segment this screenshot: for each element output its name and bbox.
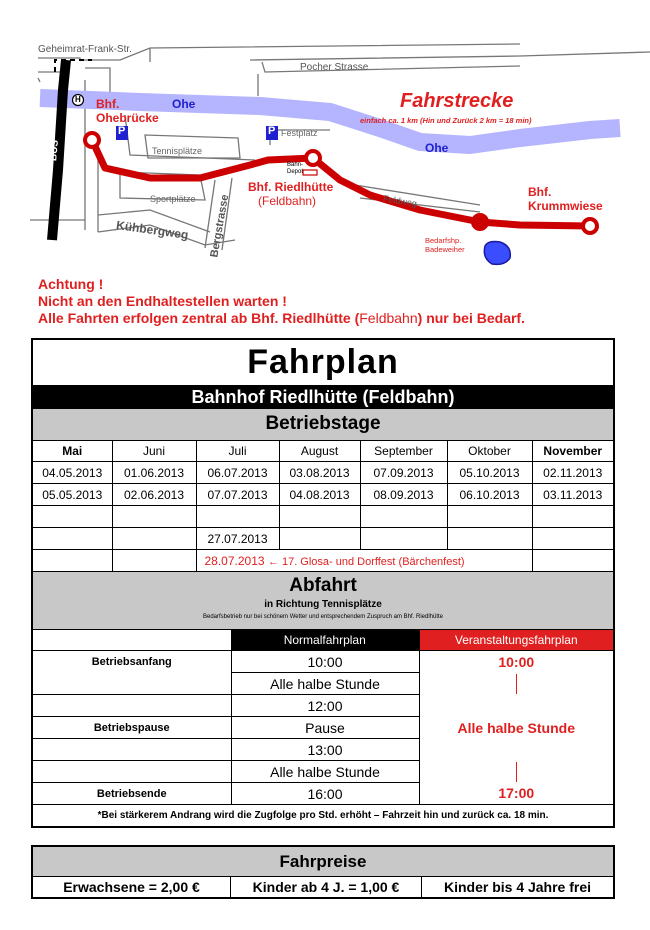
date-cell: 05.05.2013	[33, 484, 112, 506]
event-time: 10:00	[498, 653, 535, 670]
price-small-child: Kinder bis 4 Jahre frei	[443, 879, 592, 895]
schedule-row	[33, 739, 613, 761]
schedule-row	[33, 717, 613, 739]
price-child: Kinder ab 4 J. = 1,00 €	[231, 877, 422, 897]
date-cell: 05.10.2013	[447, 462, 532, 484]
abfahrt-header	[33, 572, 613, 630]
station-riedlhuette-label: Bhf. Riedlhütte	[248, 180, 334, 194]
abfahrt-note: Bedarfsbetrieb nur bei schönem Wetter und entsprechendem Zuspruch am Bhf. Riedlhütte	[202, 614, 444, 620]
tennis-label: Tennisplätze	[152, 146, 203, 156]
parking-icon: P	[118, 125, 126, 137]
route-map-drawing	[0, 0, 650, 270]
schedule-empty-cell	[33, 630, 231, 651]
warning-notice	[38, 276, 525, 327]
street-geheimrat-label: Geheimrat-Frank-Str.	[38, 44, 132, 55]
date-cell	[447, 506, 532, 528]
fahrplan-footnote: *Bei stärkerem Andrang wird die Zugfolge pro Std. erhöht – Fahrzeit hin und zurück ca. 18 min.	[97, 810, 549, 821]
month-header-row	[33, 441, 613, 462]
schedule-empty-cell	[33, 673, 231, 695]
normal-time: 13:00	[231, 739, 419, 761]
prices-box	[31, 845, 615, 899]
feldweg-label: Feldweg	[382, 193, 418, 209]
date-cell	[360, 528, 447, 550]
date-cell: 01.06.2013	[112, 462, 196, 484]
date-cell: 04.05.2013	[33, 462, 112, 484]
schedule-row	[33, 783, 613, 805]
date-cell	[532, 550, 613, 572]
month-label: September	[360, 441, 447, 462]
normal-time: 10:00	[231, 651, 419, 673]
date-cell	[279, 528, 360, 550]
date-cell: 07.07.2013	[196, 484, 279, 506]
warning-line-3a: Alle Fahrten erfolgen zentral ab Bhf. Riedlhütte (	[38, 310, 360, 326]
street-pocher-label: Pocher Strasse	[300, 62, 369, 73]
event-date: 28.07.2013	[204, 553, 265, 568]
depot-label: Bahn-	[287, 162, 304, 168]
normal-time: Pause	[231, 717, 419, 739]
date-cell: 06.07.2013	[196, 462, 279, 484]
schedule-row	[33, 761, 613, 783]
date-row	[33, 484, 613, 506]
date-cell	[447, 528, 532, 550]
date-cell	[279, 506, 360, 528]
date-cell	[360, 506, 447, 528]
betriebspause-label: Betriebspause	[33, 717, 231, 739]
betriebstage-header: Betriebstage	[33, 409, 613, 441]
warning-line-1: Achtung !	[38, 276, 104, 292]
fahrstrecke-subtitle: einfach ca. 1 km (Hin und Zurück 2 km = 18 min)	[360, 116, 532, 125]
event-line-mark	[516, 674, 517, 694]
date-row	[33, 528, 613, 550]
month-label: Mai	[33, 441, 112, 462]
month-label: November	[532, 441, 613, 462]
event-line	[419, 761, 613, 783]
date-cell: 04.08.2013	[279, 484, 360, 506]
date-cell: 02.06.2013	[112, 484, 196, 506]
normal-time: 12:00	[231, 695, 419, 717]
date-cell: 07.09.2013	[360, 462, 447, 484]
schedule-empty-cell	[33, 695, 231, 717]
sportplaetze-label: Sportplätze	[150, 194, 196, 204]
month-label: Juni	[112, 441, 196, 462]
price-adult: Erwachsene = 2,00 €	[33, 877, 231, 897]
event-time: 17:00	[419, 783, 613, 805]
fahrstrecke-title: Fahrstrecke	[400, 90, 514, 112]
abfahrt-direction: in Richtung Tennisplätze	[264, 599, 382, 610]
month-label: Juli	[196, 441, 279, 462]
route-map	[0, 0, 650, 270]
date-cell	[532, 528, 613, 550]
warning-line-3	[38, 310, 525, 327]
station-krummwiese-label: Bhf.	[528, 185, 552, 199]
schedule-row	[33, 673, 613, 695]
bedarf-label-2: Badeweiher	[425, 245, 465, 254]
event-empty	[419, 739, 613, 761]
date-row	[33, 462, 613, 484]
schedule-row	[33, 651, 613, 673]
station-header: Bahnhof Riedlhütte (Feldbahn)	[33, 385, 613, 409]
date-cell: 03.08.2013	[279, 462, 360, 484]
date-cell: 03.11.2013	[532, 484, 613, 506]
fahrplan-box	[31, 338, 615, 828]
river-ohe-label-2: Ohe	[425, 141, 449, 155]
date-cell	[112, 528, 196, 550]
station-ohebruecke-label: Bhf.	[96, 97, 120, 111]
normal-time: Alle halbe Stunde	[231, 761, 419, 783]
bergstrasse-label: Bergstrasse	[208, 193, 232, 259]
event-empty	[419, 695, 613, 717]
fahrplan-title: Fahrplan	[247, 343, 399, 381]
schedule-header-row	[33, 630, 613, 651]
station-riedlhuette-sub: (Feldbahn)	[258, 194, 317, 208]
warning-line-2: Nicht an den Endhaltestellen warten !	[38, 293, 287, 309]
betriebstage-table	[33, 441, 613, 572]
bus-road-label: BUS	[48, 139, 61, 162]
month-label: August	[279, 441, 360, 462]
schedule-table	[33, 630, 613, 805]
event-row	[33, 550, 613, 572]
date-cell	[112, 506, 196, 528]
parking-icon-2: P	[268, 125, 276, 137]
schedule-empty-cell	[33, 739, 231, 761]
event-description: ← 17. Glosa- und Dorffest (Bärchenfest)	[267, 555, 465, 568]
normal-header: Normalfahrplan	[231, 630, 419, 651]
date-row	[33, 506, 613, 528]
festplatz-label: Festplatz	[281, 128, 318, 138]
normal-time: Alle halbe Stunde	[231, 673, 419, 695]
depot-label-2: Depot	[287, 169, 304, 175]
event-time: Alle halbe Stunde	[457, 719, 575, 736]
bedarf-label: Bedarfshp.	[425, 236, 462, 245]
kuehbergweg-label: Kühbergweg	[115, 218, 190, 242]
date-cell	[532, 506, 613, 528]
betriebsanfang-label: Betriebsanfang	[33, 651, 231, 673]
betriebsende-label: Betriebsende	[33, 783, 231, 805]
date-cell	[33, 528, 112, 550]
station-krummwiese-name: Krummwiese	[528, 199, 603, 213]
event-cell	[196, 550, 532, 572]
schedule-empty-cell	[33, 761, 231, 783]
date-cell: 02.11.2013	[532, 462, 613, 484]
prices-title: Fahrpreise	[33, 847, 613, 877]
bus-stop-icon: H	[75, 95, 81, 104]
station-ohebruecke-name: Ohebrücke	[96, 111, 159, 125]
warning-line-3b: Feldbahn	[359, 310, 418, 326]
date-cell: 06.10.2013	[447, 484, 532, 506]
date-cell	[33, 550, 112, 572]
normal-time: 16:00	[231, 783, 419, 805]
warning-line-3c: ) nur bei Bedarf.	[417, 310, 525, 326]
month-label: Oktober	[447, 441, 532, 462]
abfahrt-title: Abfahrt	[289, 575, 357, 596]
event-line-mark	[516, 762, 517, 782]
event-line	[419, 673, 613, 695]
event-header: Veranstaltungsfahrplan	[419, 630, 613, 651]
date-cell: 27.07.2013	[196, 528, 279, 550]
date-cell	[112, 550, 196, 572]
date-cell	[196, 506, 279, 528]
schedule-row	[33, 695, 613, 717]
date-cell	[33, 506, 112, 528]
date-cell: 08.09.2013	[360, 484, 447, 506]
river-ohe-label: Ohe	[172, 97, 196, 111]
